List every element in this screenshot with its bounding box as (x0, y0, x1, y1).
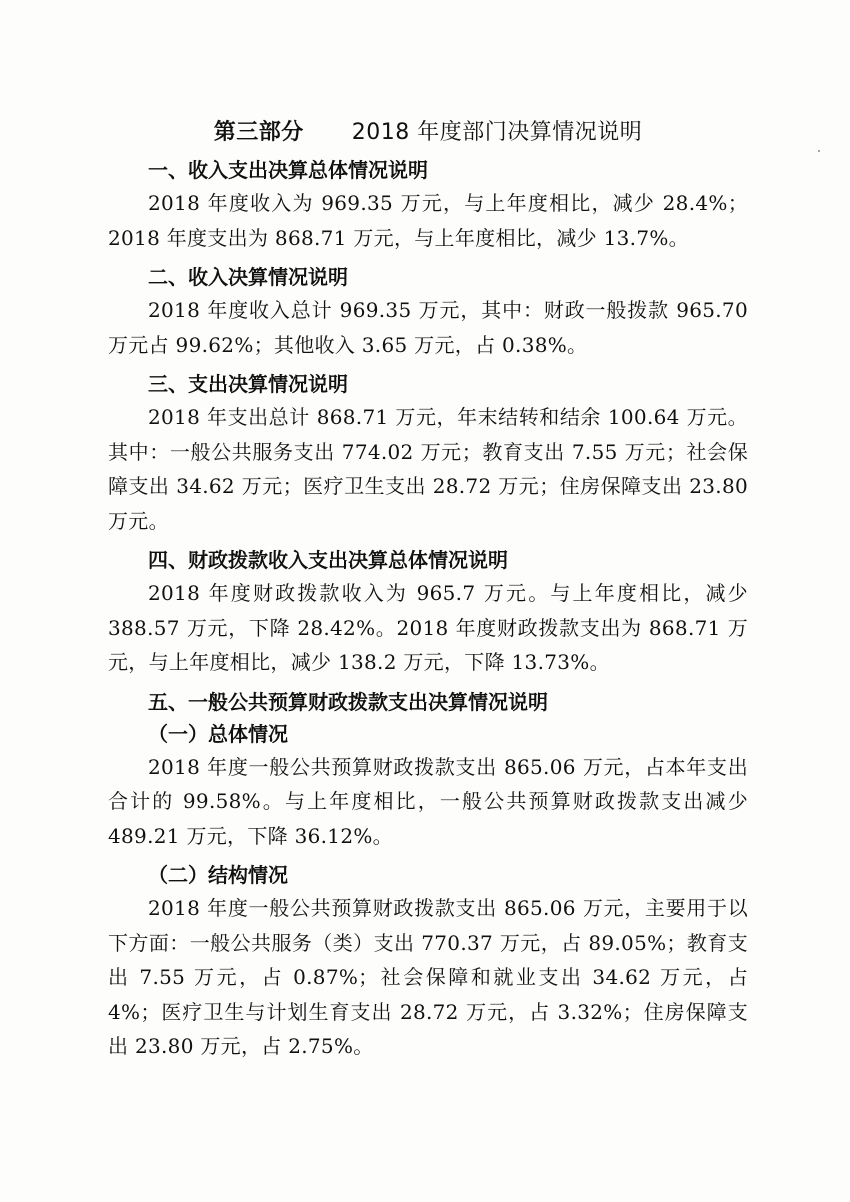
section-heading-4: 四、财政拨款收入支出决算总体情况说明 (148, 548, 508, 572)
scan-speck (818, 150, 820, 152)
section-heading-3: 三、支出决算情况说明 (148, 372, 348, 396)
section-paragraph-4: 2018 年度财政拨款收入为 965.7 万元。与上年度相比，减少 388.57 万元，下降 28.42%。2018 年度财政拨款支出为 868.71 万元，与上年度相比，减少 138.2 万元，下降 13.73%。 (108, 581, 748, 674)
subsection-paragraph-1: 2018 年度一般公共预算财政拨款支出 865.06 万元，占本年支出合计的 99.58%。与上年度相比，一般公共预算财政拨款支出减少 489.21 万元，下降 36.12%。 (108, 754, 748, 848)
section-paragraph-3: 2018 年支出总计 868.71 万元，年末结转和结余 100.64 万元。其中：一般公共服务支出 774.02 万元；教育支出 7.55 万元；社会保障支出 34.62 万元；医疗卫生支出 28.72 万元；住房保障支出 23.80 万元。 (108, 405, 748, 533)
section-heading-1: 一、收入支出决算总体情况说明 (148, 158, 428, 182)
section-paragraph-1: 2018 年度收入为 969.35 万元，与上年度相比，减少 28.4%；2018 年度支出为 868.71 万元，与上年度相比，减少 13.7%。 (108, 191, 748, 250)
page-title (108, 118, 748, 148)
title-year: 2018 年度部门决算情况说明 (351, 120, 643, 145)
section-heading-2: 二、收入决算情况说明 (148, 265, 348, 289)
subsection-paragraph-2: 2018 年度一般公共预算财政拨款支出 865.06 万元，主要用于以下方面：一般公共服务（类）支出 770.37 万元，占 89.05%；教育支出 7.55 万元，占 0.87%；社会保障和就业支出 34.62 万元，占 4%；医疗卫生与计划生育支出 28.72 万元，占 3.32%；住房保障支出 23.80 万元，占 2.75%。 (108, 896, 748, 1058)
subsection-heading-2: （二）结构情况 (148, 863, 288, 887)
title-part: 第三部分 (213, 120, 304, 145)
section-paragraph-2: 2018 年度收入总计 969.35 万元，其中：财政一般拨款 965.70 万元占 99.62%；其他收入 3.65 万元，占 0.38%。 (108, 298, 748, 357)
section-heading-5: 五、一般公共预算财政拨款支出决算情况说明 (148, 689, 548, 714)
subsection-heading-1: （一）总体情况 (148, 721, 288, 746)
